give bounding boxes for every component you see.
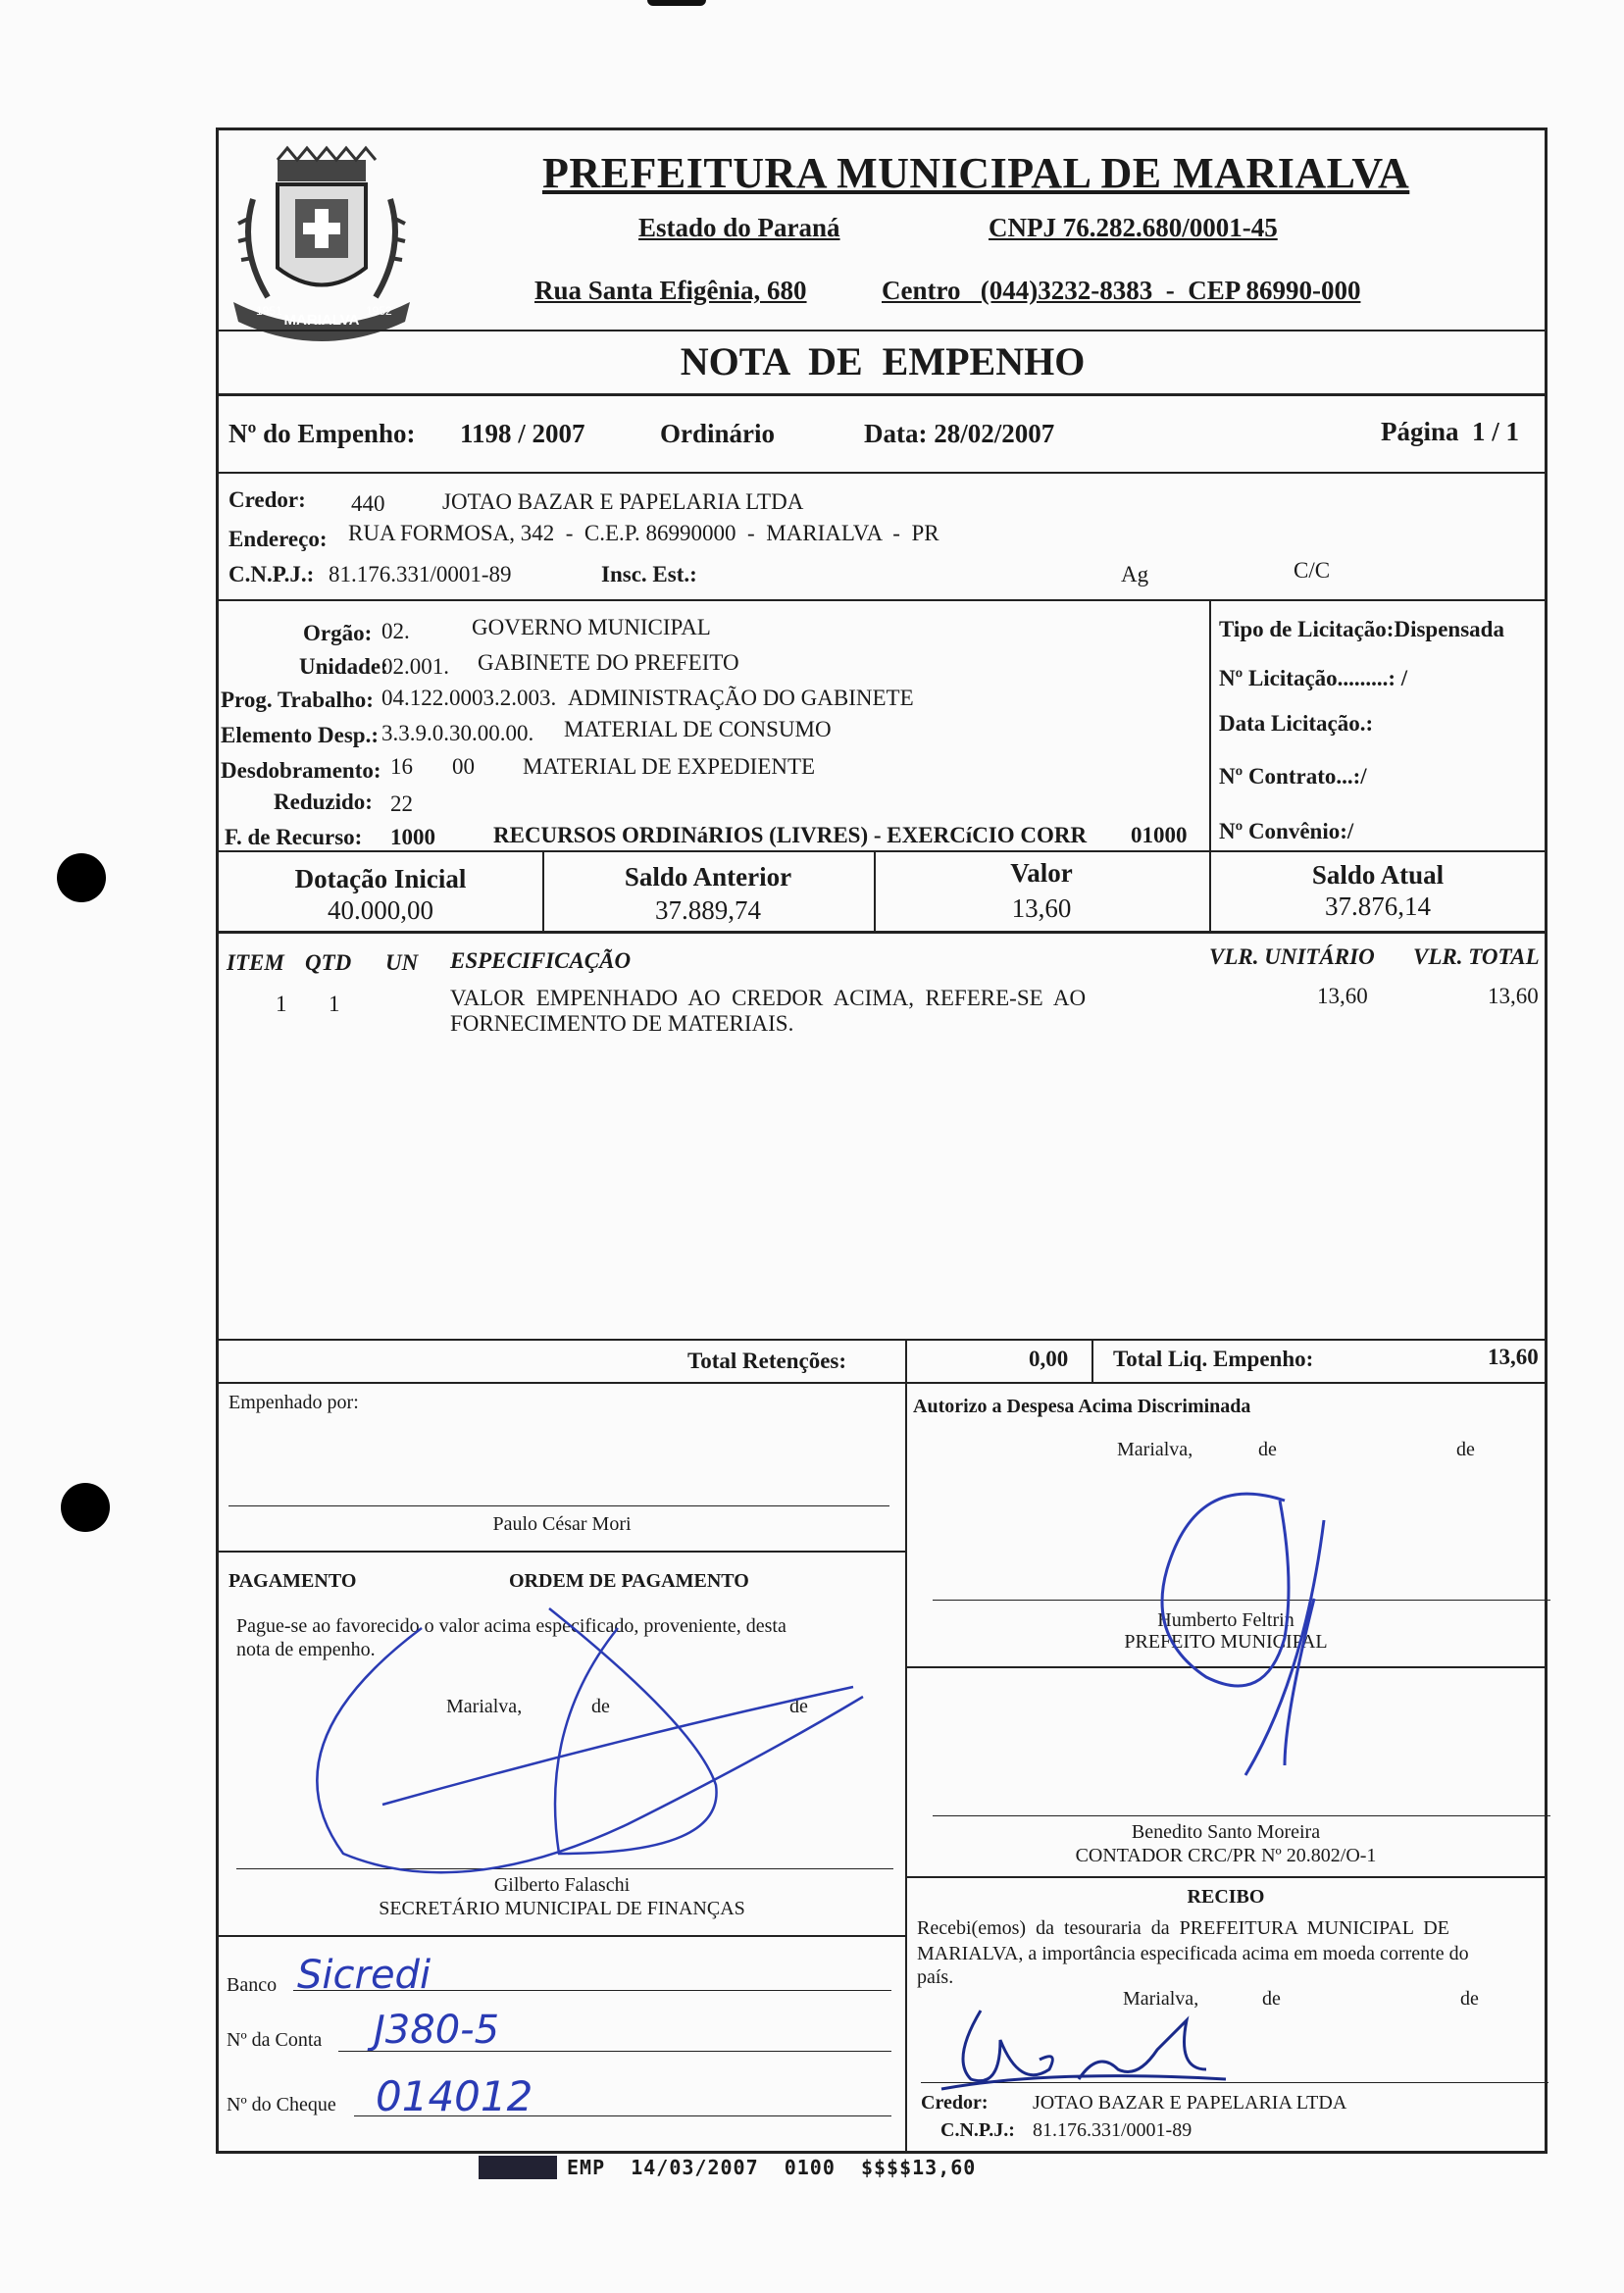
conta-value: J380-5 — [374, 2008, 500, 2053]
header-state: Estado do Paraná — [638, 213, 840, 242]
pagamento-text-line2: nota de empenho. — [236, 1639, 376, 1660]
elemento-label: Elemento Desp.: — [221, 723, 379, 747]
recibo-credor-name: JOTAO BAZAR E PAPELARIA LTDA — [1033, 2092, 1347, 2114]
autorizo-de1: de — [1258, 1439, 1277, 1460]
licitacao-numero: Nº Licitação.........: / — [1219, 666, 1408, 690]
contrato-numero: Nº Contrato...:/ — [1219, 764, 1367, 789]
pagamento-place: Marialva, — [446, 1696, 523, 1717]
recibo-de1: de — [1262, 1988, 1281, 2010]
elemento-code: 3.3.9.0.30.00.00. — [381, 721, 534, 745]
document-title: NOTA DE EMPENHO — [680, 339, 1086, 383]
fonte-number: 01000 — [1131, 823, 1188, 847]
punch-hole-top — [57, 853, 106, 902]
insc-est-label: Insc. Est.: — [601, 562, 697, 586]
col-header-un: UN — [385, 950, 419, 975]
crest-label: MARIALVA — [283, 312, 360, 329]
autorizo-place: Marialva, — [1117, 1439, 1193, 1460]
empenho-number: 1198 / 2007 — [460, 419, 585, 448]
recibo-text-line3: país. — [917, 1966, 954, 1988]
saldo-atual-label: Saldo Atual — [1311, 860, 1445, 890]
credor-address: RUA FORMOSA, 342 - C.E.P. 86990000 - MARIALVA - PR — [348, 521, 939, 545]
valor-label: Valor — [1010, 858, 1073, 888]
recibo-text-line2: MARIALVA, a importância especificada acima em moeda corrente do — [917, 1943, 1469, 1964]
contador-name: Benedito Santo Moreira — [1131, 1821, 1321, 1843]
conta-label: Nº da Conta — [227, 2029, 323, 2051]
cheque-label: Nº do Cheque — [227, 2094, 336, 2115]
fonte-name: RECURSOS ORDINáRIOS (LIVRES) - EXERCíCIO CORR — [493, 823, 1088, 847]
empenhado-name: Paulo César Mori — [492, 1513, 632, 1535]
col-header-spec: ESPECIFICAÇÃO — [450, 948, 632, 973]
credor-label: Credor: — [228, 487, 306, 512]
item-total-value: 13,60 — [1488, 984, 1539, 1008]
dotacao-value: 40.000,00 — [328, 895, 433, 925]
dotacao-label: Dotação Inicial — [294, 864, 467, 893]
prog-name: ADMINISTRAÇÃO DO GABINETE — [568, 686, 914, 710]
elemento-name: MATERIAL DE CONSUMO — [564, 717, 832, 741]
orgao-name: GOVERNO MUNICIPAL — [472, 615, 711, 639]
ordem-pagamento-label: ORDEM DE PAGAMENTO — [509, 1570, 749, 1592]
item-spec-line1: VALOR EMPENHADO AO CREDOR ACIMA, REFERE-SE AO — [450, 986, 1087, 1010]
empenho-type: Ordinário — [660, 419, 776, 448]
recibo-credor-label: Credor: — [921, 2092, 989, 2114]
desdobramento-name: MATERIAL DE EXPEDIENTE — [523, 754, 816, 779]
prog-label: Prog. Trabalho: — [221, 688, 374, 712]
header-contact: Centro (044)3232-8383 - CEP 86990-000 — [882, 276, 1361, 305]
crest-year-right: 1952 — [366, 304, 392, 318]
municipal-crest-icon — [228, 140, 415, 341]
item-number: 1 — [276, 992, 287, 1016]
banco-value: Sicredi — [297, 1953, 431, 1998]
saldo-anterior-label: Saldo Anterior — [624, 862, 792, 892]
secretario-name: Gilberto Falaschi — [493, 1874, 631, 1896]
pagamento-label: PAGAMENTO — [228, 1570, 357, 1592]
total-liq-label: Total Liq. Empenho: — [1113, 1347, 1314, 1371]
prefeito-name: Humberto Feltrin — [1157, 1609, 1294, 1631]
recibo-place: Marialva, — [1123, 1988, 1199, 2010]
col-header-total-value: VLR. TOTAL — [1413, 944, 1540, 969]
empenho-label: Nº do Empenho: — [228, 419, 416, 448]
scan-mark-top — [647, 0, 706, 6]
licitacao-data: Data Licitação.: — [1219, 711, 1374, 736]
address-label: Endereço: — [228, 527, 328, 551]
prog-code: 04.122.0003.2.003. — [381, 686, 557, 710]
licitacao-tipo: Tipo de Licitação:Dispensada — [1219, 617, 1504, 641]
fonte-code: 1000 — [390, 825, 435, 849]
recibo-text-line1: Recebi(emos) da tesouraria da PREFEITURA MUNICIPAL DE — [917, 1917, 1449, 1939]
col-header-item: ITEM — [227, 950, 284, 975]
contador-role: CONTADOR CRC/PR Nº 20.802/O-1 — [1075, 1845, 1377, 1866]
cc-label: C/C — [1294, 558, 1331, 583]
recibo-de2: de — [1460, 1988, 1479, 2010]
prefeito-role: PREFEITO MUNICIPAL — [1124, 1631, 1328, 1653]
cheque-value: 014012 — [376, 2072, 533, 2120]
saldo-anterior-value: 37.889,74 — [655, 895, 761, 925]
header-cnpj: CNPJ 76.282.680/0001-45 — [989, 213, 1278, 242]
page-number: Página 1 / 1 — [1381, 417, 1520, 446]
recibo-cnpj-label: C.N.P.J.: — [940, 2119, 1015, 2141]
valor-value: 13,60 — [1011, 893, 1072, 923]
col-header-unit-value: VLR. UNITÁRIO — [1209, 944, 1375, 969]
reduzido-label: Reduzido: — [274, 790, 373, 814]
empenho-date: Data: 28/02/2007 — [864, 419, 1055, 448]
ag-label: Ag — [1121, 562, 1149, 586]
header-title: PREFEITURA MUNICIPAL DE MARIALVA — [542, 149, 1410, 197]
credor-name: JOTAO BAZAR E PAPELARIA LTDA — [442, 489, 804, 514]
reduzido-code: 22 — [390, 791, 413, 816]
col-header-qtd: QTD — [305, 950, 352, 975]
cnpj-label: C.N.P.J.: — [228, 562, 315, 586]
item-spec-line2: FORNECIMENTO DE MATERIAIS. — [450, 1011, 794, 1036]
recibo-title: RECIBO — [1187, 1886, 1265, 1908]
crest-year-left: 1951 — [256, 304, 282, 318]
credor-code: 440 — [351, 491, 385, 516]
punch-hole-bottom — [61, 1483, 110, 1532]
total-retencoes-label: Total Retenções: — [687, 1349, 847, 1373]
total-liq-value: 13,60 — [1488, 1345, 1539, 1369]
saldo-atual-value: 37.876,14 — [1325, 892, 1431, 921]
header-street: Rua Santa Efigênia, 680 — [534, 276, 807, 305]
secretario-role: SECRETÁRIO MUNICIPAL DE FINANÇAS — [379, 1898, 745, 1919]
orgao-label: Orgão: — [303, 621, 373, 645]
total-retencoes-value: 0,00 — [1029, 1347, 1069, 1371]
credor-cnpj: 81.176.331/0001-89 — [329, 562, 512, 586]
recibo-cnpj: 81.176.331/0001-89 — [1033, 2119, 1193, 2141]
orgao-code: 02. — [381, 619, 410, 643]
pagamento-de2: de — [789, 1696, 808, 1717]
fonte-label: F. de Recurso: — [225, 825, 363, 849]
unidade-code: 02.001. — [381, 654, 449, 679]
desdobramento-code: 16 — [390, 754, 413, 779]
banco-label: Banco — [227, 1974, 278, 1996]
pagamento-de1: de — [591, 1696, 610, 1717]
payment-stamp: EMP 14/03/2007 0100 $$$$13,60 — [479, 2156, 976, 2179]
pagamento-text-line1: Pague-se ao favorecido o valor acima especificado, proveniente, desta — [236, 1615, 787, 1637]
item-qtd: 1 — [329, 992, 340, 1016]
autorizo-de2: de — [1456, 1439, 1475, 1460]
unidade-label: Unidade: — [299, 654, 388, 679]
autorizo-label: Autorizo a Despesa Acima Discriminada — [913, 1396, 1251, 1417]
nota-de-empenho-form — [216, 127, 1548, 2154]
convenio-numero: Nº Convênio:/ — [1219, 819, 1354, 843]
item-unit-value: 13,60 — [1317, 984, 1368, 1008]
empenhado-label: Empenhado por: — [228, 1392, 359, 1413]
desdobramento-sub: 00 — [452, 754, 475, 779]
desdobramento-label: Desdobramento: — [221, 758, 381, 783]
unidade-name: GABINETE DO PREFEITO — [478, 650, 739, 675]
